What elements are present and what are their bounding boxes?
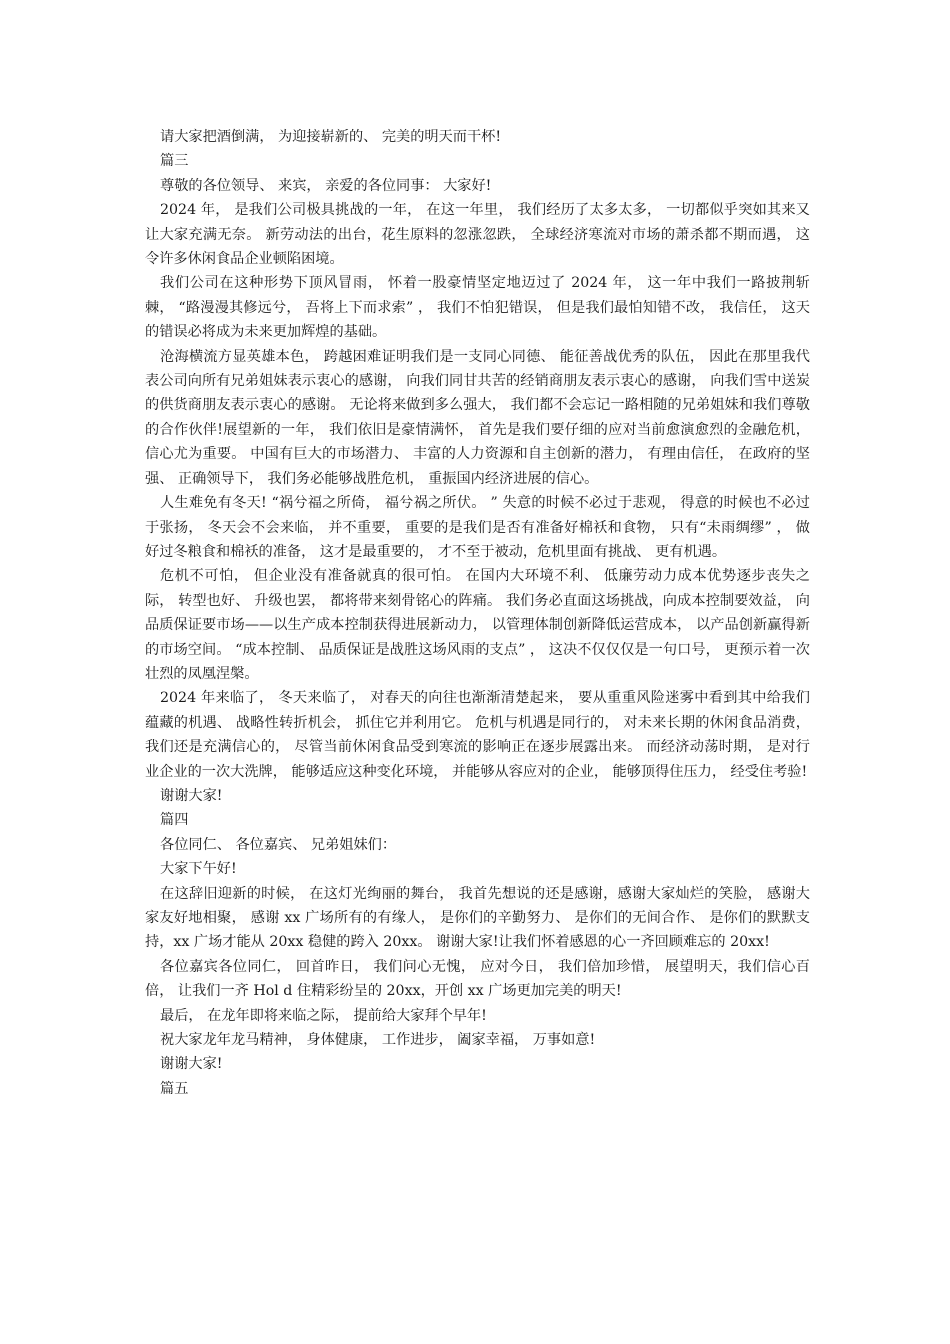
paragraph: 祝大家龙年龙马精神， 身体健康， 工作进步， 阖家幸福， 万事如意! — [160, 1032, 596, 1049]
section-heading-3: 篇三 — [160, 153, 189, 170]
paragraph-greeting: 各位同仁、 各位嘉宾、 兄弟姐妹们： — [160, 836, 397, 853]
paragraph: 人生难免有冬天! “祸兮福之所倚， 福兮祸之所伏。 ” 失意的时候不必过于悲观， 得意的时候也不必过于张扬， 冬天会不会来临， 并不重要， 重要的是我们是否有准备好棉袄和食物， 只有“未雨绸缪” ， 做好过冬粮食和棉袄的准备， 这才是最重要的， 才不至于被动，危机里面有挑战、 更有机遇。 — [145, 495, 810, 560]
section-heading-5: 篇五 — [160, 1080, 189, 1097]
paragraph: 2024 年， 是我们公司极具挑战的一年， 在这一年里， 我们经历了太多太多， 一切都似乎突如其来又让大家充满无奈。 新劳动法的出台，花生原料的忽涨忽跌， 全球经济寒流对市场的萧杀都不期而遇， 这令许多休闲食品企业顿陷困境。 — [145, 202, 810, 268]
paragraph: 沧海横流方显英雄本色， 跨越困难证明我们是一支同心同德、 能征善战优秀的队伍， 因此在那里我代表公司向所有兄弟姐妹表示衷心的感谢， 向我们同甘共苦的经销商朋友表示衷心的感谢， 向我们雪中送炭的供货商朋友表示衷心的感谢。 无论将来做到多么强大， 我们都不会忘记一路相随的兄弟姐妹和我们尊敬的合作伙伴!展望新的一年， 我们依旧是豪情满怀， 首先是我们要仔细的应对当前愈演愈烈的金融危机， 信心尤为重要。 中国有巨大的市场潜力、 丰富的人力资源和自主创新的潜力， 有理由信任， 在政府的坚强、 正确领导下， 我们务必能够战胜危机， 重振国内经济进展的信心。 — [145, 348, 810, 487]
paragraph-thanks: 谢谢大家! — [160, 1056, 223, 1073]
paragraph: 在这辞旧迎新的时候， 在这灯光绚丽的舞台， 我首先想说的还是感谢，感谢大家灿烂的笑脸， 感谢大家友好地相聚， 感谢 xx 广场所有的有缘人， 是你们的辛勤努力、 是你们的无间合作、 是你们的默默支持，xx 广场才能从 20xx 稳健的跨入 20xx。 谢谢大家!让我们怀着感恩的心一齐回顾难忘的 20xx! — [145, 885, 810, 951]
paragraph: 最后， 在龙年即将来临之际， 提前给大家拜个早年! — [160, 1007, 487, 1024]
paragraph-toast: 请大家把酒倒满， 为迎接崭新的、 完美的明天而干杯! — [160, 129, 502, 145]
paragraph-thanks: 谢谢大家! — [160, 787, 223, 804]
paragraph: 我们公司在这种形势下顶风冒雨， 怀着一股豪情坚定地迈过了 2024 年， 这一年中我们一路披荆斩棘， “路漫漫其修远兮， 吾将上下而求索” ， 我们不怕犯错误， 但是我们最怕知错不改， 我信任， 这天的错误必将成为未来更加辉煌的基础。 — [145, 275, 810, 341]
paragraph: 2024 年来临了， 冬天来临了， 对春天的向往也渐渐清楚起来， 要从重重风险迷雾中看到其中给我们蕴藏的机遇、 战略性转折机会， 抓住它并利用它。 危机与机遇是同行的， 对未来长期的休闲食品消费， 我们还是充满信心的， 尽管当前休闲食品受到寒流的影响正在逐步展露出来。 而经济动荡时期， 是对行业企业的一次大洗牌， 能够适应这种变化环境， 并能够从容应对的企业， 能够顶得住压力， 经受住考验! — [145, 690, 810, 780]
paragraph-greeting: 大家下午好! — [160, 861, 237, 878]
section-heading-4: 篇四 — [160, 812, 189, 829]
paragraph-greeting: 尊敬的各位领导、 来宾， 亲爱的各位同事： 大家好! — [160, 177, 492, 194]
paragraph: 各位嘉宾各位同仁， 回首昨日， 我们问心无愧， 应对今日， 我们倍加珍惜， 展望明天，我们信心百倍， 让我们一齐 Hol d 住精彩纷呈的 20xx，开创 xx 广场更加完美的明天! — [145, 958, 810, 1000]
document-body — [145, 125, 810, 1101]
paragraph: 危机不可怕， 但企业没有准备就真的很可怕。 在国内大环境不利、 低廉劳动力成本优势逐步丧失之际， 转型也好、 升级也罢， 都将带来刻骨铭心的阵痛。 我们务必直面这场挑战，向成本控制要效益， 向品质保证要市场——以生产成本控制获得进展新动力， 以管理体制创新降低运营成本， 以产品创新赢得新的市场空间。 “成本控制、 品质保证是战胜这场风雨的支点” ， 这决不仅仅仅是一句口号， 更预示着一次壮烈的凤凰涅槃。 — [145, 568, 810, 682]
